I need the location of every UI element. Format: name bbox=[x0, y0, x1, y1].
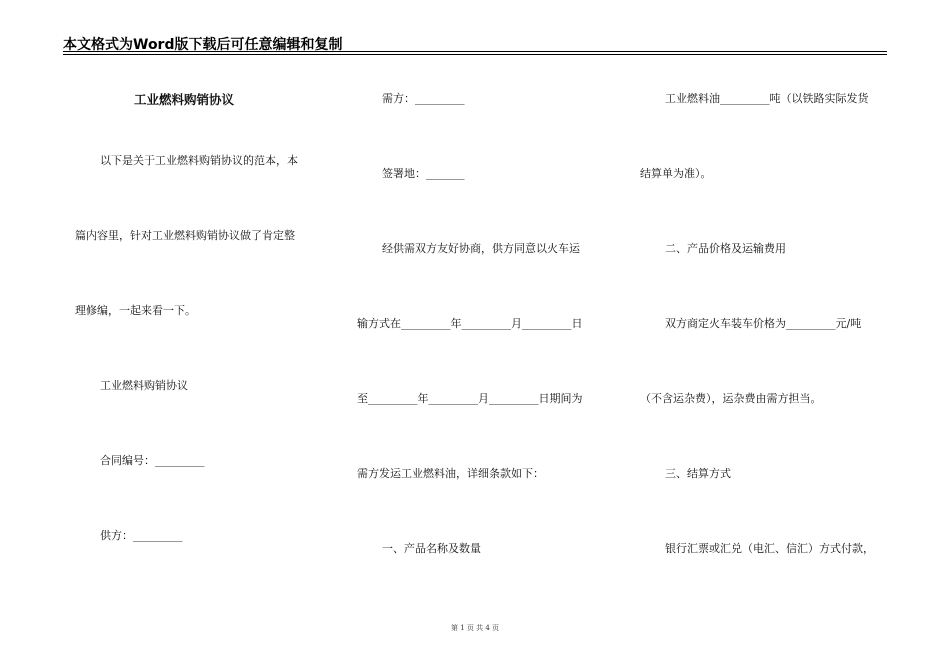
document-title: 工业燃料购销协议 bbox=[134, 92, 235, 107]
agreement-heading: 工业燃料购销协议 bbox=[100, 379, 188, 392]
document-banner: 本文格式为Word版下载后可任意编辑和复制 bbox=[63, 37, 343, 53]
section-heading-price: 二、产品价格及运输费用 bbox=[665, 242, 786, 255]
text-line: 至_________年_________月_________日期间为 bbox=[357, 392, 583, 405]
buyer-field: 需方：_________ bbox=[382, 92, 465, 105]
section-heading-settlement: 三、结算方式 bbox=[665, 467, 731, 480]
header-rule-thin bbox=[63, 54, 887, 55]
text-line: 银行汇票或汇兑（电汇、信汇）方式付款， bbox=[665, 542, 874, 555]
page-footer: 第 1 页 共 4 页 bbox=[450, 624, 500, 632]
header-rule-thick bbox=[63, 51, 887, 52]
text-line: 以下是关于工业燃料购销协议的范本，本 bbox=[100, 154, 298, 167]
text-line: 双方商定火车装车价格为_________元/吨 bbox=[665, 317, 862, 330]
section-heading-product: 一、产品名称及数量 bbox=[382, 542, 481, 555]
text-line: （不含运杂费），运杂费由需方担当。 bbox=[640, 392, 822, 405]
text-line: 结算单为准）。 bbox=[640, 167, 712, 180]
text-line: 工业燃料油_________吨（以铁路实际发货 bbox=[665, 92, 869, 105]
text-line: 输方式在_________年_________月_________日 bbox=[357, 317, 583, 330]
signing-place-field: 签署地：_______ bbox=[382, 167, 465, 180]
text-line: 篇内容里，针对工业燃料购销协议做了肯定整 bbox=[75, 229, 295, 242]
contract-number-field: 合同编号：_________ bbox=[100, 454, 205, 467]
text-line: 经供需双方友好协商，供方同意以火车运 bbox=[382, 242, 580, 255]
text-line: 理修编，一起来看一下。 bbox=[75, 304, 196, 317]
supplier-field: 供方：_________ bbox=[100, 529, 183, 542]
text-line: 需方发运工业燃料油，详细条款如下： bbox=[357, 467, 544, 480]
